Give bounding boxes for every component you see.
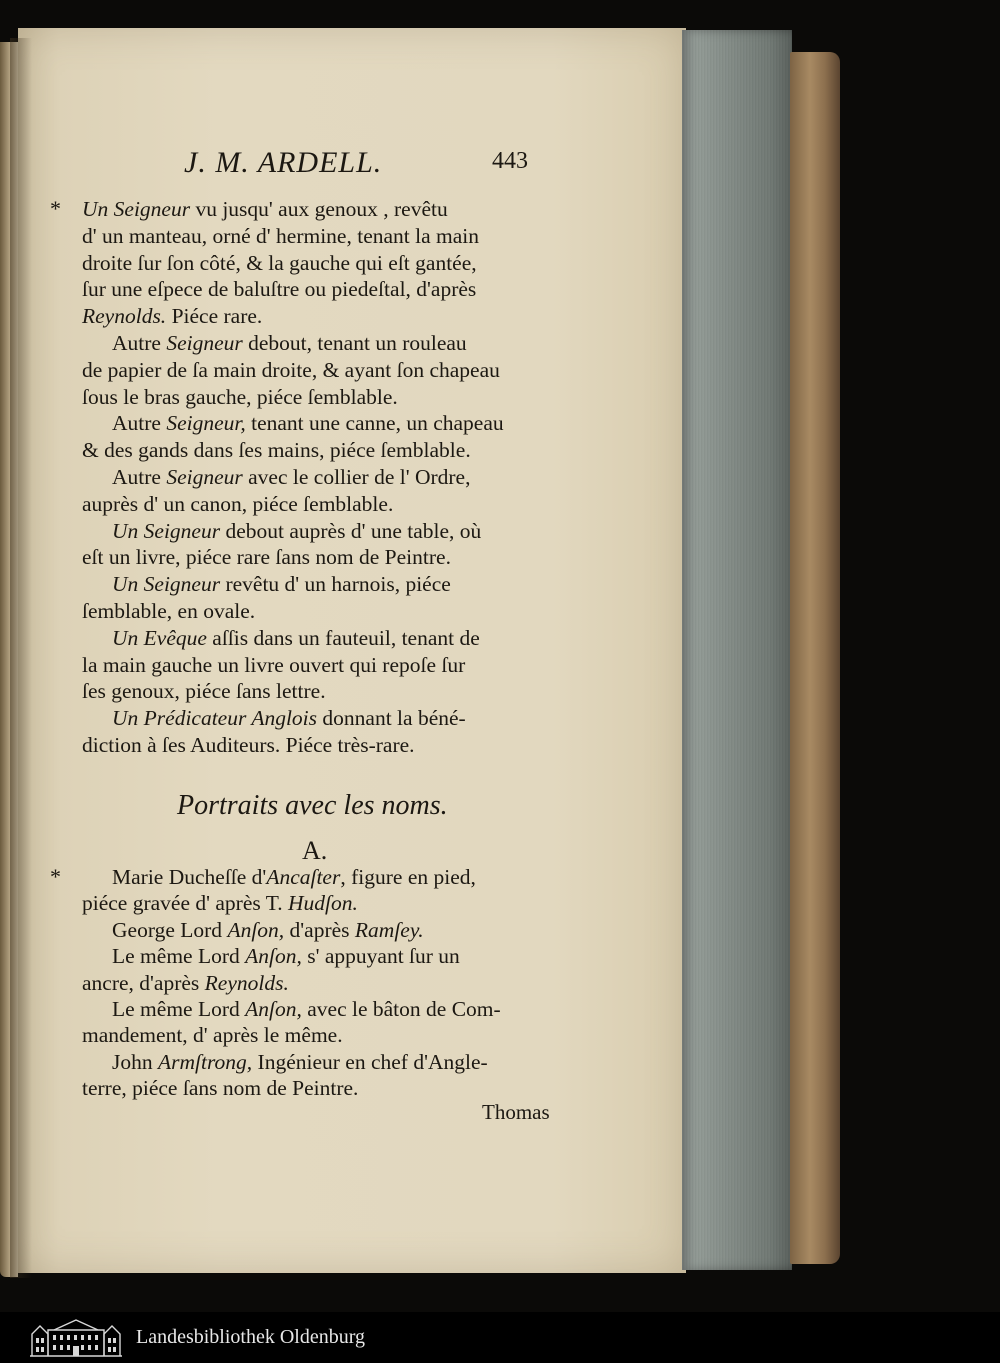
- text-segment: John: [112, 1049, 158, 1074]
- italic-segment: Seigneur,: [166, 411, 246, 436]
- text-line: [82, 250, 477, 276]
- italic-segment: Seigneur: [166, 331, 243, 355]
- text-line: [82, 598, 255, 624]
- text-segment: mandement, d' après le même.: [82, 1023, 343, 1048]
- asterisk-marker: *: [50, 196, 61, 221]
- text-line: [82, 625, 480, 651]
- text-line: [82, 652, 465, 678]
- text-line: [82, 678, 326, 704]
- text-segment: d' un manteau, orné d' hermine, tenant la main: [82, 223, 480, 248]
- italic-segment: Hudſon.: [288, 891, 358, 916]
- page-content: [22, 28, 690, 1273]
- asterisk-marker: *: [50, 864, 61, 889]
- italic-segment: Seigneur: [166, 465, 243, 489]
- text-segment: revêtu d' un harnois, piéce: [220, 572, 451, 597]
- text-line: [82, 1075, 358, 1101]
- italic-segment: Anſon,: [227, 917, 285, 942]
- text-line: [82, 410, 504, 436]
- text-segment: terre, piéce ſans nom de Peintre.: [82, 1076, 359, 1101]
- text-segment: avec le collier de l' Ordre,: [242, 465, 471, 489]
- text-segment: tenant une canne, un chapeau: [245, 411, 504, 436]
- text-line: [82, 303, 262, 329]
- text-segment: ſur une eſpece de baluſtre ou piedeſtal, d'après: [82, 277, 477, 302]
- text-line: [82, 518, 481, 544]
- text-line: [82, 330, 467, 356]
- text-segment: Le même Lord: [112, 997, 246, 1021]
- text-segment: avec le bâton de Com-: [301, 997, 501, 1021]
- text-line: [82, 437, 471, 463]
- text-segment: Le même Lord: [112, 944, 246, 969]
- running-head: J. M. ARDELL.: [184, 146, 383, 179]
- text-segment: debout auprès d' une table, où: [220, 518, 482, 543]
- text-segment: ſemblable, en ovale.: [82, 599, 256, 623]
- text-segment: George Lord: [112, 917, 228, 942]
- text-line: [82, 223, 479, 249]
- text-line: [50, 864, 476, 890]
- library-building-icon: [28, 1318, 124, 1358]
- italic-segment: Armſtrong,: [158, 1049, 253, 1074]
- text-line: [82, 544, 451, 570]
- text-line: [82, 1049, 488, 1075]
- text-segment: , figure en pied,: [340, 865, 476, 889]
- italic-segment: Un Seigneur: [112, 572, 221, 597]
- text-line: [82, 276, 476, 302]
- italic-segment: Un Seigneur: [112, 518, 221, 543]
- italic-segment: Reynolds.: [204, 970, 289, 995]
- text-segment: Ingénieur en chef d'Angle-: [252, 1049, 488, 1074]
- text-segment: la main gauche un livre ouvert qui repoſe ſur: [82, 652, 466, 677]
- footer-bar: [0, 1312, 1000, 1363]
- text-line: [82, 943, 460, 969]
- text-segment: auprès d' un canon, piéce ſemblable.: [82, 491, 394, 516]
- italic-segment: Anſon,: [245, 997, 302, 1021]
- text-line: [82, 357, 500, 383]
- text-segment: debout, tenant un rouleau: [242, 331, 467, 355]
- text-segment: vu jusqu' aux genoux , revêtu: [190, 197, 448, 221]
- page-number: 443: [492, 148, 528, 174]
- text-line: [82, 571, 451, 597]
- text-line: [82, 705, 466, 731]
- text-segment: donnant la béné-: [317, 706, 466, 731]
- text-segment: Autre: [112, 465, 167, 489]
- text-segment: diction à ſes Auditeurs. Piéce très-rare.: [82, 733, 415, 757]
- text-segment: Autre: [112, 411, 167, 436]
- text-line: [82, 917, 424, 943]
- book-cover: [790, 52, 840, 1264]
- library-name: Landesbibliothek Oldenburg: [136, 1326, 366, 1348]
- catchword: Thomas: [482, 1100, 550, 1124]
- section-heading: Portraits avec les noms.: [177, 790, 448, 821]
- italic-segment: Reynolds.: [82, 304, 167, 329]
- italic-segment: Un Seigneur: [82, 197, 191, 221]
- text-line: [82, 491, 393, 517]
- text-line: [82, 464, 470, 490]
- text-segment: droite ſur ſon côté, & la gauche qui eſt gantée,: [82, 250, 477, 275]
- text-segment: de papier de ſa main droite, & ayant ſon chapeau: [82, 357, 500, 382]
- text-line: [82, 732, 415, 758]
- italic-segment: Anſon,: [245, 944, 302, 969]
- text-segment: d'après: [284, 917, 355, 942]
- text-segment: Marie Ducheſſe d': [112, 865, 267, 889]
- text-line: [82, 1022, 343, 1048]
- fore-edge: [682, 30, 792, 1270]
- text-segment: Autre: [112, 331, 167, 355]
- text-line: [50, 196, 448, 222]
- text-segment: & des gands dans ſes mains, piéce ſemblable.: [82, 438, 471, 463]
- text-segment: ancre, d'après: [82, 970, 205, 995]
- text-segment: ſous le bras gauche, piéce ſemblable.: [82, 384, 398, 409]
- text-line: [82, 384, 398, 410]
- italic-segment: Ramſey.: [354, 917, 424, 942]
- text-line: [82, 996, 501, 1022]
- text-line: [82, 970, 289, 996]
- letter-heading: A.: [302, 836, 328, 865]
- text-segment: piéce gravée d' après T.: [82, 891, 289, 916]
- text-line: [82, 890, 358, 916]
- text-segment: ſes genoux, piéce ſans lettre.: [82, 679, 326, 704]
- italic-segment: Ancaſter: [266, 865, 341, 889]
- text-segment: Piéce rare.: [166, 304, 263, 329]
- text-segment: eſt un livre, piéce rare ſans nom de Peintre.: [82, 545, 451, 570]
- text-segment: aſſis dans un fauteuil, tenant de: [206, 625, 480, 650]
- italic-segment: Un Evêque: [112, 625, 207, 650]
- text-segment: s' appuyant ſur un: [301, 944, 460, 969]
- italic-segment: Un Prédicateur Anglois: [112, 706, 318, 731]
